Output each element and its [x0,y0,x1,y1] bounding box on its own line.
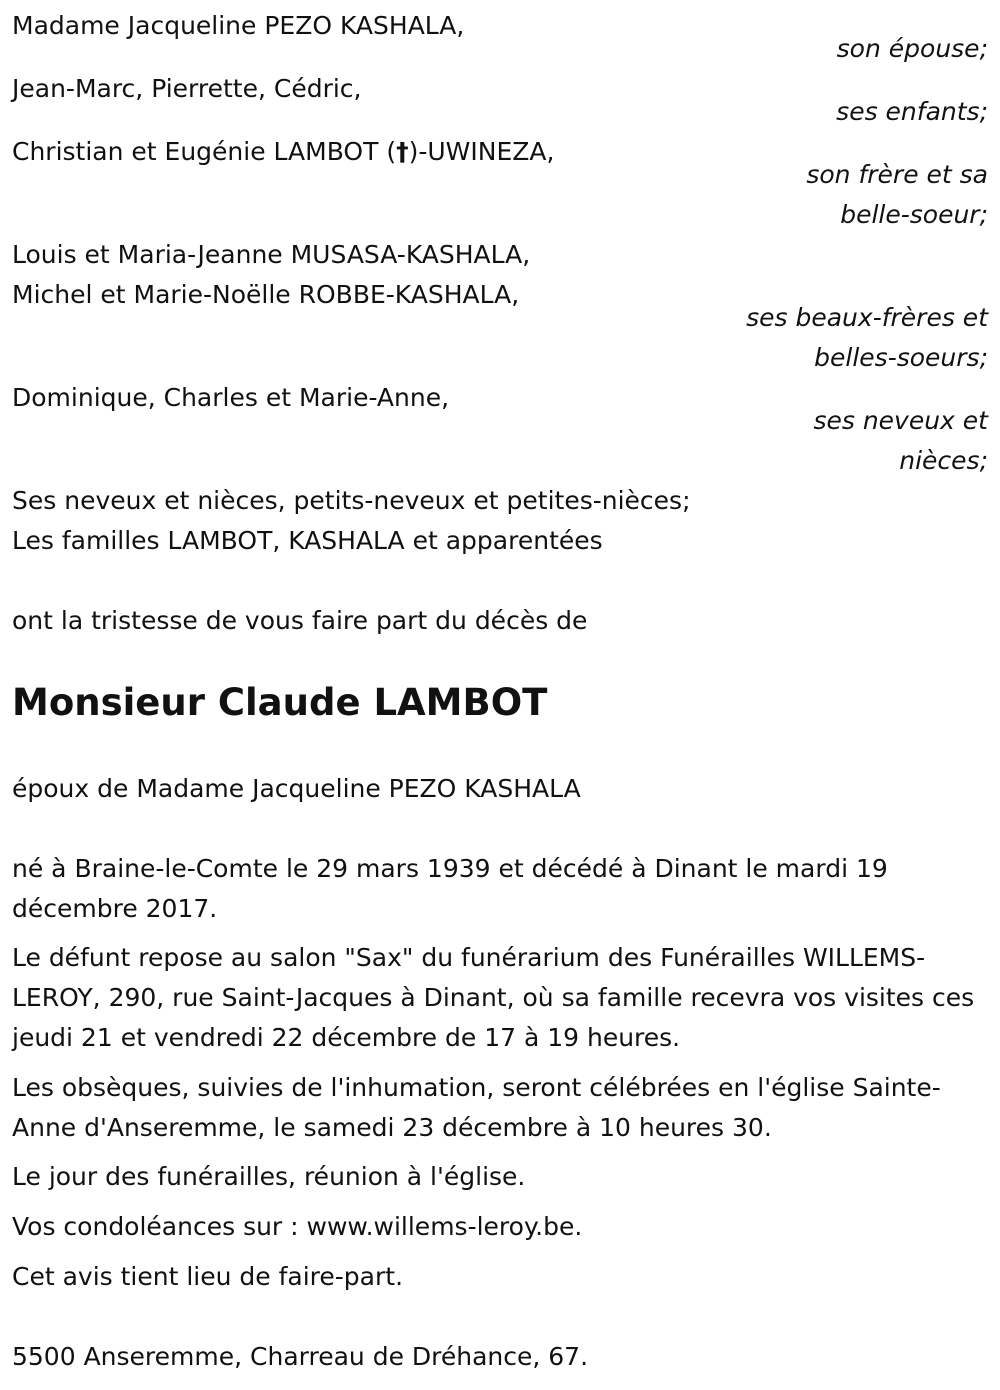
family-inlaws-names-line2: Michel et Marie-Noëlle ROBBE-KASHALA, [12,280,520,309]
funeral-info-paragraph: Les obsèques, suivies de l'inhumation, seront célébrées en l'église Sainte-Anne d'Anseremme, le samedi 23 décembre à 10 heures 30. [12,1073,941,1142]
family-brother-role-line1: son frère et sa [806,160,988,189]
cross-symbol: † [396,137,409,166]
meeting-info-paragraph: Le jour des funérailles, réunion à l'église. [12,1162,526,1191]
family-children-role: ses enfants; [836,97,988,126]
extended-family-line1: Ses neveux et nièces, petits-neveux et petites-nièces; [12,486,691,515]
deceased-name: Monsieur Claude LAMBOT [12,681,548,724]
family-brother-names [12,132,554,172]
family-inlaws-names-line1: Louis et Maria-Jeanne MUSASA-KASHALA, [12,240,531,269]
family-children-names: Jean-Marc, Pierrette, Cédric, [12,74,362,103]
announcement-text: ont la tristesse de vous faire part du décès de [12,606,588,635]
family-nephews-names: Dominique, Charles et Marie-Anne, [12,383,450,412]
condolences-paragraph: Vos condoléances sur : www.willems-leroy.be. [12,1212,583,1241]
address-line: 5500 Anseremme, Charreau de Dréhance, 67. [12,1342,589,1371]
family-nephews-role-line2: nièces; [899,446,988,475]
family-inlaws-role-line1: ses beaux-frères et [746,303,988,332]
family-spouse-role: son épouse; [836,34,988,63]
family-inlaws-role-line2: belles-soeurs; [814,343,988,372]
notice-paragraph: Cet avis tient lieu de faire-part. [12,1262,404,1291]
family-brother-names-after: )-UWINEZA, [408,137,555,166]
family-nephews-role-line1: ses neveux et [813,406,988,435]
family-spouse-names: Madame Jacqueline PEZO KASHALA, [12,11,465,40]
extended-family-line2: Les familles LAMBOT, KASHALA et apparentées [12,526,603,555]
rest-info-paragraph: Le défunt repose au salon "Sax" du funérarium des Funérailles WILLEMS-LEROY, 290, rue Saint-Jacques à Dinant, où sa famille recevra vos visites ces jeudi 21 et vendredi 22 décembre de 17 à 19 heures. [12,943,975,1052]
birth-death-paragraph: né à Braine-le-Comte le 29 mars 1939 et décédé à Dinant le mardi 19 décembre 2017. [12,854,888,923]
spouse-line: époux de Madame Jacqueline PEZO KASHALA [12,774,581,803]
family-brother-role-line2: belle-soeur; [840,200,988,229]
family-brother-names-before: Christian et Eugénie LAMBOT ( [12,137,397,166]
